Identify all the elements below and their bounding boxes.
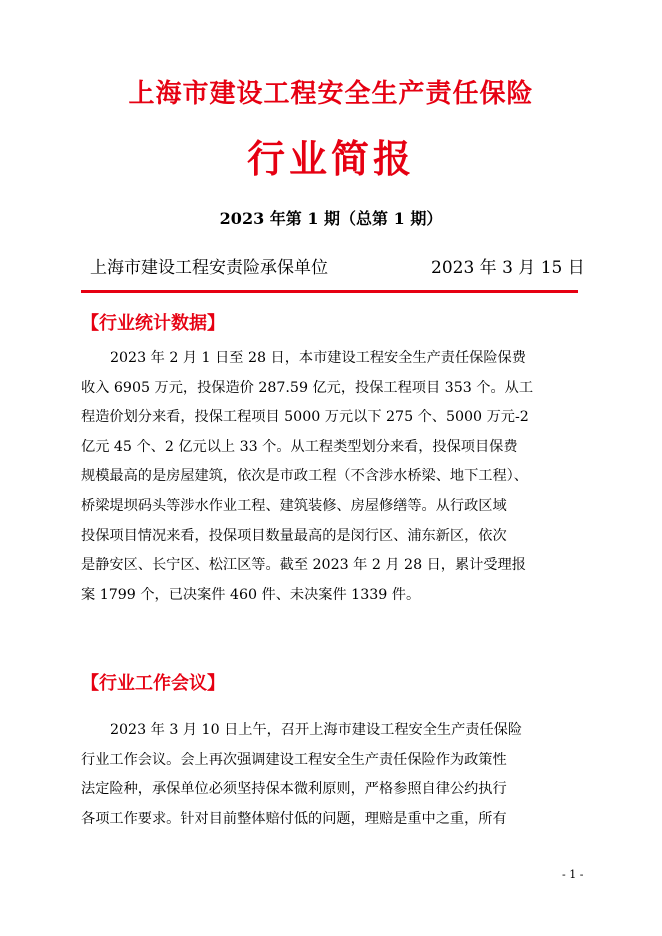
page-number: - 1 - xyxy=(562,868,584,881)
paragraph-line: 2023 年 3 月 10 日上午，召开上海市建设工程安全生产责任保险 xyxy=(110,722,523,738)
section-heading-meeting: 【行业工作会议】 xyxy=(81,673,225,694)
report-title-line1: 上海市建设工程安全生产责任保险 xyxy=(128,79,534,109)
paragraph-line: 法定险种，承保单位必须坚持保本微利原则，严格参照自律公约执行 xyxy=(81,781,507,798)
paragraph-line: 桥梁堤坝码头等涉水作业工程、建筑装修、房屋修缮等。从行政区域 xyxy=(81,497,507,514)
statistics-paragraph xyxy=(81,344,581,610)
paragraph-line: 行业工作会议。会上再次强调建设工程安全生产责任保险作为政策性 xyxy=(81,751,507,768)
red-divider xyxy=(81,290,578,293)
report-title-line2: 行业简报 xyxy=(246,137,415,181)
paragraph-line: 亿元 45 个、2 亿元以上 33 个。从工程类型划分来看，投保项目保费 xyxy=(81,438,518,455)
paragraph-line: 投保项目情况来看，投保项目数量最高的是闵行区、浦东新区，依次 xyxy=(81,527,507,544)
issue-number: 2023 年第 1 期（总第 1 期） xyxy=(219,209,443,228)
paragraph-line: 各项工作要求。针对目前整体赔付低的问题，理赔是重中之重，所有 xyxy=(81,810,507,827)
paragraph-line: 收入 6905 万元，投保造价 287.59 亿元，投保工程项目 353 个。从工 xyxy=(81,379,534,396)
paragraph-line: 2023 年 2 月 1 日至 28 日，本市建设工程安全生产责任保险保费 xyxy=(110,350,526,366)
paragraph-line: 程造价划分来看，投保工程项目 5000 万元以下 275 个、5000 万元-2 xyxy=(81,409,529,426)
paragraph-line: 规模最高的是房屋建筑，依次是市政工程（不含涉水桥梁、地下工程）、 xyxy=(81,468,528,485)
section-heading-statistics: 【行业统计数据】 xyxy=(81,313,225,334)
issuer-name: 上海市建设工程安责险承保单位 xyxy=(90,258,328,278)
paragraph-line: 案 1799 个，已决案件 460 件、未决案件 1339 件。 xyxy=(81,586,421,603)
paragraph-line: 是静安区、长宁区、松江区等。截至 2023 年 2 月 28 日，累计受理报 xyxy=(81,557,526,574)
issue-date: 2023 年 3 月 15 日 xyxy=(431,258,585,278)
meeting-paragraph xyxy=(81,716,581,834)
